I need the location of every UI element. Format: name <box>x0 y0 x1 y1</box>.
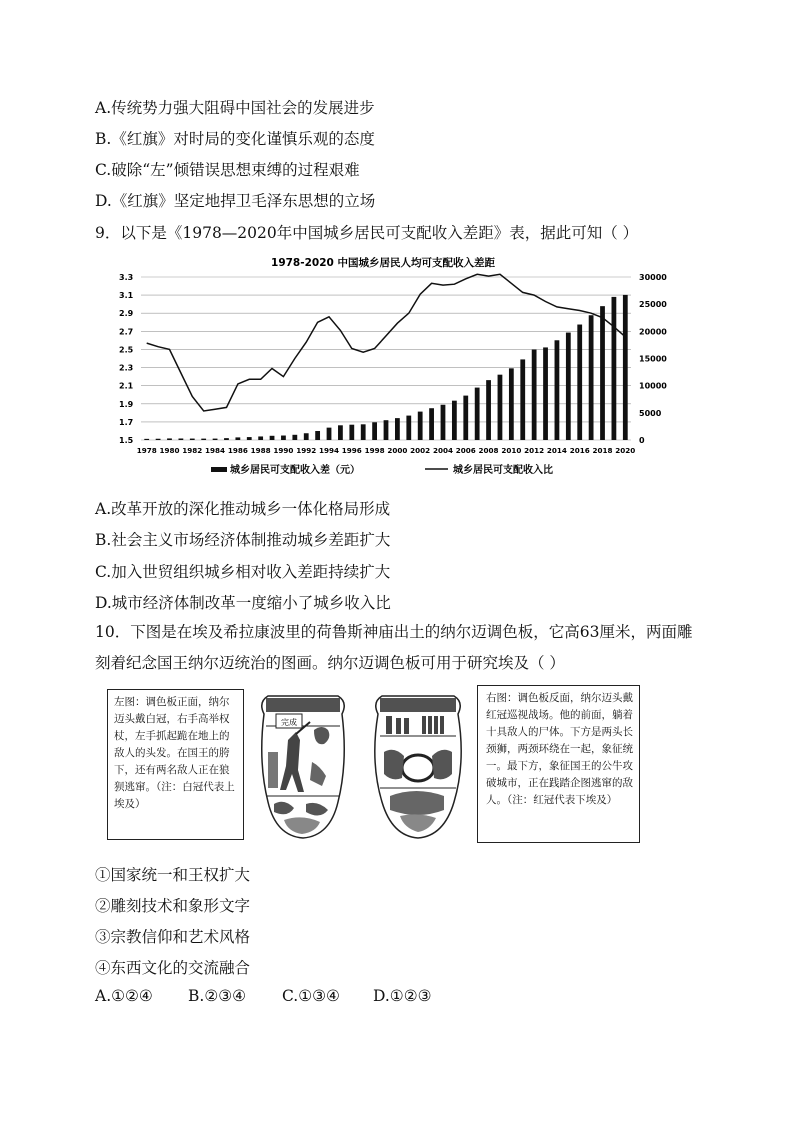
y-right-tick-label: 5000 <box>639 408 662 418</box>
y-right-tick-label: 20000 <box>639 327 667 337</box>
y-left-tick-label: 1.5 <box>119 436 134 445</box>
income-gap-bar <box>498 375 503 440</box>
ratio-line <box>147 274 626 411</box>
income-gap-bar <box>543 347 548 440</box>
x-tick-label: 2000 <box>387 446 408 455</box>
income-gap-bar <box>577 325 582 440</box>
q10-statement-2: ②雕刻技术和象形文字 <box>95 897 251 915</box>
q10-statement-3: ③宗教信仰和艺术风格 <box>95 928 251 946</box>
income-gap-bar <box>623 295 628 440</box>
income-gap-bar <box>281 436 286 440</box>
q10-answer-a: A.①②④ <box>95 987 153 1005</box>
y-left-tick-label: 1.7 <box>119 417 134 427</box>
x-tick-label: 1992 <box>296 446 317 455</box>
y-left-tick-label: 1.9 <box>119 399 134 409</box>
income-gap-bar <box>156 439 161 440</box>
y-left-tick-label: 2.7 <box>119 327 134 337</box>
x-tick-label: 2012 <box>524 446 545 455</box>
legend-bar-label: 城乡居民可支配收入差（元） <box>230 465 360 476</box>
x-tick-label: 2002 <box>410 446 431 455</box>
income-gap-bar <box>270 436 275 440</box>
chart-title: 1978-2020 中国城乡居民人均可支配收入差距 <box>271 257 495 269</box>
x-tick-label: 1988 <box>250 446 271 455</box>
income-gap-bar <box>201 439 206 440</box>
y-right-tick-label: 25000 <box>639 300 667 310</box>
income-gap-bar <box>315 431 320 440</box>
legend-line-label: 城乡居民可支配收入比 <box>453 465 553 476</box>
q9-option-d: D.城市经济体制改革一度缩小了城乡收入比 <box>95 594 391 612</box>
income-gap-bar <box>292 435 297 440</box>
income-gap-bar <box>304 433 309 440</box>
y-right-tick-label: 15000 <box>639 354 667 364</box>
x-tick-label: 2016 <box>569 446 590 455</box>
x-tick-label: 1996 <box>341 446 362 455</box>
x-tick-label: 1978 <box>136 446 157 455</box>
q10-answer-d: D.①②③ <box>373 987 432 1005</box>
q10-statement-1: ①国家统一和王权扩大 <box>95 866 251 884</box>
income-gap-chart <box>113 253 695 485</box>
legend-bar-swatch <box>211 467 227 472</box>
income-gap-bar <box>178 438 183 440</box>
palette-front-image <box>256 692 350 842</box>
q8-option-d: D.《红旗》坚定地捍卫毛泽东思想的立场 <box>95 192 376 210</box>
q10-answer-b: B.②③④ <box>188 987 247 1005</box>
x-tick-label: 2006 <box>455 446 476 455</box>
x-tick-label: 1986 <box>227 446 248 455</box>
chart-legend <box>211 463 553 476</box>
x-tick-label: 2014 <box>546 446 567 455</box>
q9-stem: 9．以下是《1978—2020年中国城乡居民可支配收入差距》表，据此可知（ ） <box>95 224 639 242</box>
income-gap-bar <box>452 401 457 440</box>
y-left-tick-label: 2.3 <box>119 363 134 373</box>
income-gap-bar <box>349 425 354 440</box>
q9-option-b: B.社会主义市场经济体制推动城乡差距扩大 <box>95 531 391 549</box>
income-gap-bar <box>406 416 411 440</box>
income-gap-bar <box>190 439 195 440</box>
income-gap-bar <box>429 408 434 440</box>
income-gap-bar <box>589 315 594 440</box>
income-gap-bar <box>372 422 377 440</box>
y-right-tick-label: 10000 <box>639 381 667 391</box>
income-gap-bar <box>555 340 560 440</box>
left-caption-box: 左图：调色板正面，纳尔迈头戴白冠，右手高举权杖，左手抓起跪在地上的敌人的头发。在国王的胯下，还有两名敌人正在狼狈逃窜。（注：白冠代表上埃及） <box>107 689 244 840</box>
y-right-tick-label: 30000 <box>639 273 667 282</box>
q8-option-c: C.破除“左”倾错误思想束缚的过程艰难 <box>95 161 360 179</box>
x-tick-label: 1990 <box>273 446 294 455</box>
income-gap-bar <box>532 350 537 440</box>
income-gap-bar <box>327 428 332 440</box>
x-tick-label: 2004 <box>432 446 453 455</box>
right-caption-box: 右图：调色板反面，纳尔迈头戴红冠巡视战场。他的前面，躺着十具敌人的尸体。下方是两头长颈狮，两颈环绕在一起，象征统一。最下方，象征国王的公牛攻破城市，正在践踏企图逃窜的敌人。（注：红冠代表下埃及） <box>477 685 640 843</box>
income-gap-bar <box>509 368 514 440</box>
income-gap-bar <box>441 405 446 440</box>
y-right-tick-label: 0 <box>639 436 645 445</box>
income-gap-bar <box>338 425 343 440</box>
income-gap-bar <box>258 436 263 440</box>
income-gap-bar <box>520 359 525 440</box>
x-tick-label: 2020 <box>615 446 636 455</box>
income-gap-bar <box>235 437 240 440</box>
q10-statement-4: ④东西文化的交流融合 <box>95 959 251 977</box>
q10-answer-c: C.①③④ <box>282 987 340 1005</box>
y-left-tick-label: 2.1 <box>119 381 134 391</box>
x-tick-label: 1994 <box>319 446 340 455</box>
income-gap-bar <box>600 306 605 440</box>
q8-option-b: B.《红旗》对时局的变化谨慎乐观的态度 <box>95 130 375 148</box>
x-tick-label: 2010 <box>501 446 522 455</box>
income-gap-bar <box>224 438 229 440</box>
y-left-tick-label: 3.3 <box>119 273 134 282</box>
x-tick-label: 1980 <box>159 446 180 455</box>
income-gap-bar <box>566 333 571 440</box>
y-left-tick-label: 2.9 <box>119 309 134 319</box>
income-gap-bar <box>247 437 252 440</box>
q9-option-a: A.改革开放的深化推动城乡一体化格局形成 <box>95 500 391 518</box>
income-gap-bar <box>167 438 172 440</box>
x-tick-label: 2008 <box>478 446 499 455</box>
income-gap-bar <box>612 297 617 440</box>
palette-tag: 完成 <box>281 718 297 727</box>
x-tick-label: 2018 <box>592 446 613 455</box>
q9-option-c: C.加入世贸组织城乡相对收入差距持续扩大 <box>95 563 391 581</box>
q8-option-a: A.传统势力强大阻碍中国社会的发展进步 <box>95 99 375 117</box>
q10-stem: 10．下图是在埃及希拉康波里的荷鲁斯神庙出土的纳尔迈调色板，它高63厘米，两面雕刻着纪念国王纳尔迈统治的图画。纳尔迈调色板可用于研究埃及（ ） <box>95 623 693 672</box>
income-gap-bar <box>384 420 389 440</box>
y-left-tick-label: 2.5 <box>119 345 134 355</box>
income-gap-bar <box>463 396 468 440</box>
palette-back-image <box>370 692 466 842</box>
income-gap-bar <box>486 380 491 440</box>
income-gap-bar <box>144 439 149 440</box>
y-left-tick-label: 3.1 <box>119 291 134 301</box>
income-gap-bar <box>395 418 400 440</box>
x-tick-label: 1998 <box>364 446 385 455</box>
income-gap-bar <box>475 388 480 440</box>
income-gap-bar <box>361 424 366 440</box>
x-tick-label: 1984 <box>205 446 226 455</box>
x-tick-label: 1982 <box>182 446 203 455</box>
income-gap-bar <box>213 439 218 440</box>
income-gap-bar <box>418 412 423 440</box>
